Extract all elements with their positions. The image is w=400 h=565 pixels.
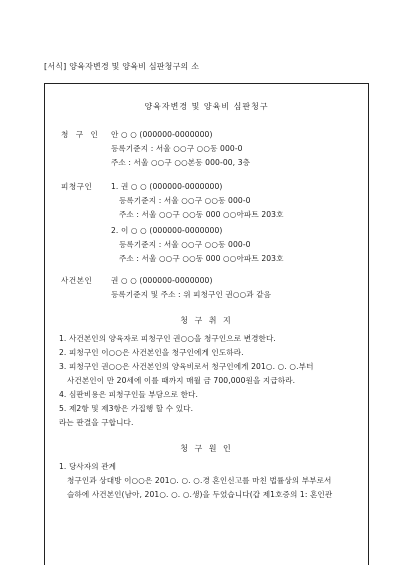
purpose-closing: 라는 판결을 구합니다. bbox=[59, 418, 134, 427]
respondent-label: 피청구인 bbox=[61, 182, 93, 191]
document-title: 양육자변경 및 양육비 심판청구 bbox=[144, 102, 269, 111]
claimant-label: 청 구 인 bbox=[61, 130, 101, 139]
respondent-2-registry: 등록기준지 : 서울 ○○구 ○○동 000-0 bbox=[119, 240, 251, 249]
cause-heading: 1. 당사자의 관계 bbox=[59, 462, 117, 471]
cause-line: 슬하에 사건본인(남아, 201○. ○. ○.생)을 두었습니다(갑 제1호증의 1: 혼인관 bbox=[67, 490, 333, 499]
respondent-1-address: 주소 : 서울 ○○구 ○○동 000 ○○아파트 203호 bbox=[119, 210, 284, 219]
purpose-item: 1. 사건본인의 양육자로 피청구인 권○○을 청구인으로 변경한다. bbox=[59, 334, 276, 343]
document-frame bbox=[44, 83, 369, 565]
purpose-item: 5. 제2항 및 제3항은 가집행 할 수 있다. bbox=[59, 404, 194, 413]
cause-title: 청 구 원 인 bbox=[180, 444, 233, 453]
cause-line: 청구인과 상대방 이○○은 201○. ○. ○.경 혼인신고를 마친 법률상의 부부로서 bbox=[67, 476, 332, 485]
purpose-item: 2. 피청구인 이○○은 사건본인을 청구인에게 인도하라. bbox=[59, 348, 244, 357]
claimant-name: 안 ○ ○ (000000-0000000) bbox=[111, 130, 213, 139]
purpose-title: 청 구 취 지 bbox=[180, 316, 233, 325]
respondent-1-name: 1. 권 ○ ○ (000000-0000000) bbox=[111, 182, 223, 191]
principal-label: 사건본인 bbox=[61, 276, 93, 285]
respondent-2-address: 주소 : 서울 ○○구 ○○동 000 ○○아파트 203호 bbox=[119, 254, 284, 263]
respondent-1-registry: 등록기준지 : 서울 ○○구 ○○동 000-0 bbox=[119, 196, 251, 205]
form-caption: [서식] 양육자변경 및 양육비 심판청구의 소 bbox=[44, 62, 200, 71]
respondent-2-name: 2. 이 ○ ○ (000000-0000000) bbox=[111, 226, 223, 235]
claimant-address: 주소 : 서울 ○○구 ○○본동 000-00, 3층 bbox=[111, 158, 251, 167]
principal-name: 권 ○ ○ (000000-0000000) bbox=[111, 276, 213, 285]
purpose-item: 사건본인이 만 20세에 이를 때까지 매월 금 700,000원을 지급하라. bbox=[67, 376, 296, 385]
purpose-item: 4. 심판비용은 피청구인들 부담으로 한다. bbox=[59, 390, 198, 399]
principal-registry: 등록기준지 및 주소 : 위 피청구인 권○○과 같음 bbox=[111, 290, 272, 299]
purpose-item: 3. 피청구인 권○○은 사건본인의 양육비로서 청구인에게 201○. ○. ○.부터 bbox=[59, 362, 314, 371]
claimant-registry: 등록기준지 : 서울 ○○구 ○○동 000-0 bbox=[111, 144, 243, 153]
